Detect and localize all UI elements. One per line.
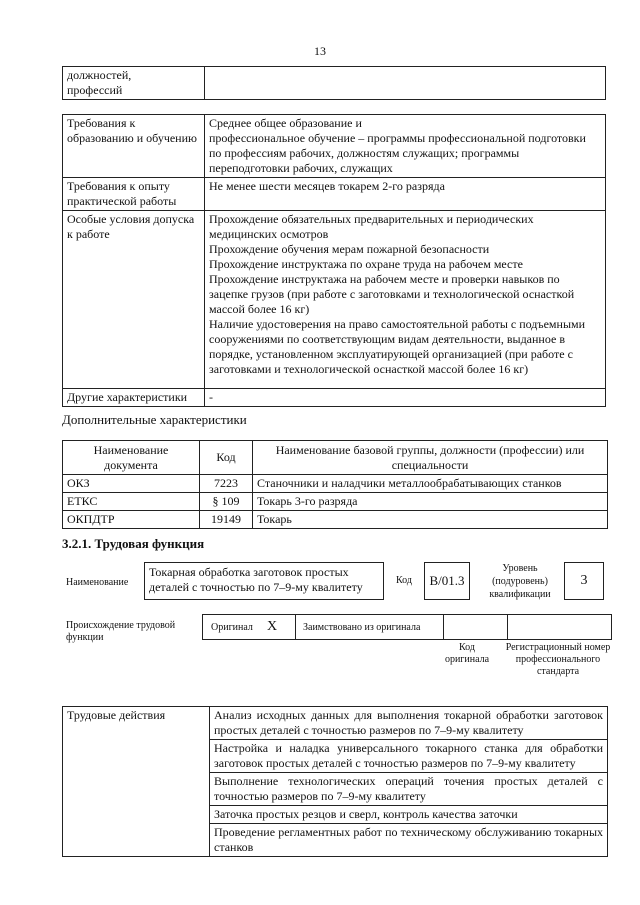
origin-divider bbox=[443, 614, 444, 640]
borrowed-label: Заимствовано из оригинала bbox=[303, 622, 421, 633]
original-mark: X bbox=[267, 619, 278, 634]
continuation-table bbox=[62, 66, 606, 100]
original-code-caption: Код оригинала bbox=[444, 642, 490, 665]
requirement-label: Требования к опыту практической работы bbox=[63, 178, 205, 211]
additional-characteristics-title: Дополнительные характеристики bbox=[62, 412, 247, 427]
table-row bbox=[63, 707, 608, 740]
qualification-level-label: Уровень (подуровень) квалификации bbox=[489, 563, 551, 600]
table-row bbox=[63, 115, 606, 178]
labour-action-item: Проведение регламентных работ по техническому обслуживанию токарных станков bbox=[210, 824, 608, 857]
page-number: 13 bbox=[314, 44, 326, 58]
requirement-value: - bbox=[205, 389, 606, 407]
continuation-label bbox=[63, 67, 205, 100]
labour-action-item: Анализ исходных данных для выполнения токарной обработки заготовок простых деталей с точностью размеров по 7–9-му квалитету bbox=[210, 707, 608, 740]
continuation-label-line2: профессий bbox=[67, 83, 123, 97]
origin-divider bbox=[507, 614, 508, 640]
table-row bbox=[63, 511, 608, 529]
cell-code: 7223 bbox=[200, 475, 253, 493]
requirement-value: Среднее общее образование и профессиональное обучение – программы профессиональной подготовки по профессиям рабочих, должностям служащих; программы переподготовки рабочих, служащих bbox=[205, 115, 606, 178]
original-label: Оригинал bbox=[211, 622, 253, 633]
table-row bbox=[63, 493, 608, 511]
section-title: 3.2.1. Трудовая функция bbox=[62, 536, 205, 551]
continuation-value bbox=[205, 67, 606, 100]
requirements-table bbox=[62, 114, 606, 407]
table-row bbox=[63, 389, 606, 407]
table-row bbox=[63, 475, 608, 493]
qualification-level-box: 3 bbox=[564, 562, 604, 600]
header-document: Наименование документа bbox=[63, 441, 200, 475]
header-group: Наименование базовой группы, должности (профессии) или специальности bbox=[253, 441, 608, 475]
cell-document: ОКПДТР bbox=[63, 511, 200, 529]
continuation-label-line1: должностей, bbox=[67, 68, 132, 82]
classifier-table bbox=[62, 440, 608, 529]
labour-actions-table bbox=[62, 706, 608, 857]
requirement-label: Требования к образованию и обучению bbox=[63, 115, 205, 178]
origin-divider bbox=[295, 614, 296, 640]
requirement-value: Прохождение обязательных предварительных и периодических медицинских осмотров Прохождение обучения мерам пожарной безопасности Прохождение инструктажа по охране труда на рабочем месте Прохождение инструктажа на рабочем месте и проверки навыков по зацепке грузов (при работе с заготовками и технологической оснасткой массой более 16 кг) Наличие удостоверения на право самостоятельной работы с подъемными сооружениями по соответствующим видам деятельности, выданное в порядке, установленном эксплуатирующей организацией (при работе с заготовками и технологической оснасткой массой более 16 кг) bbox=[205, 211, 606, 389]
cell-group: Станочники и наладчики металлообрабатывающих станков bbox=[253, 475, 608, 493]
requirement-label: Особые условия допуска к работе bbox=[63, 211, 205, 389]
labour-action-item: Заточка простых резцов и сверл, контроль качества заточки bbox=[210, 806, 608, 824]
table-row bbox=[63, 211, 606, 389]
function-name-box: Токарная обработка заготовок простых деталей с точностью по 7–9-му квалитету bbox=[144, 562, 384, 600]
function-code-label: Код bbox=[396, 575, 412, 586]
requirement-value: Не менее шести месяцев токарем 2-го разряда bbox=[205, 178, 606, 211]
cell-code: § 109 bbox=[200, 493, 253, 511]
registration-number-caption: Регистрационный номер профессионального стандарта bbox=[505, 642, 611, 677]
cell-code: 19149 bbox=[200, 511, 253, 529]
labour-action-item: Выполнение технологических операций точения простых деталей с точностью размеров по 7–9-му квалитету bbox=[210, 773, 608, 806]
function-name-label: Наименование bbox=[66, 577, 129, 588]
origin-row bbox=[202, 614, 612, 640]
cell-group: Токарь bbox=[253, 511, 608, 529]
origin-label: Происхождение трудовой функции bbox=[66, 620, 176, 643]
cell-document: ЕТКС bbox=[63, 493, 200, 511]
table-row bbox=[63, 178, 606, 211]
labour-action-item: Настройка и наладка универсального токарного станка для обработки заготовок простых деталей с точностью размеров по 7–9-му квалитету bbox=[210, 740, 608, 773]
cell-group: Токарь 3-го разряда bbox=[253, 493, 608, 511]
cell-document: ОКЗ bbox=[63, 475, 200, 493]
table-header-row bbox=[63, 441, 608, 475]
labour-actions-label: Трудовые действия bbox=[63, 707, 210, 857]
function-code-box: В/01.3 bbox=[424, 562, 470, 600]
requirement-label: Другие характеристики bbox=[63, 389, 205, 407]
header-code: Код bbox=[200, 441, 253, 475]
